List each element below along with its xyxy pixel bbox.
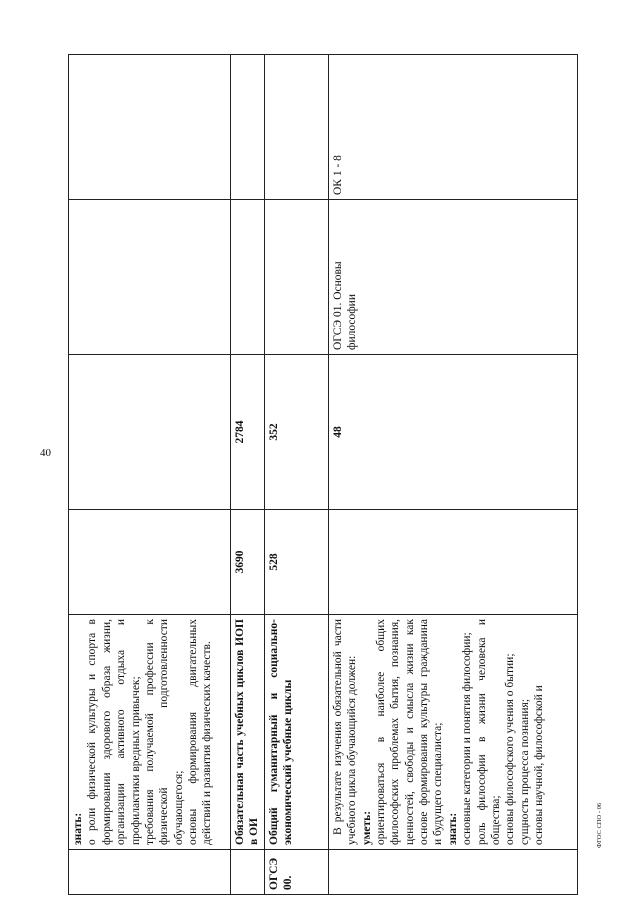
table-row xyxy=(264,55,328,895)
table-row xyxy=(328,55,577,895)
total-hours: 528 xyxy=(264,510,328,615)
code-cell xyxy=(231,850,265,895)
mandatory-hours: 352 xyxy=(264,355,328,510)
mandatory-cell xyxy=(69,355,231,510)
code-cell xyxy=(328,850,577,895)
content-line: ориентироваться в наиболее общих философских проблемах бытия, познания, ценностей, свободы и смысла жизни как основе формирования культуры гражданина и будущего специалиста; xyxy=(374,619,445,845)
content-line: роль философии в жизни человека и общества; xyxy=(475,619,502,845)
competency-cell xyxy=(69,55,231,200)
content-line: о роли физической культуры и спорта в формировании здорового образа жизни, организации активного отдыха и профилактики вредных привычек; xyxy=(86,619,142,845)
znat-heading: знать: xyxy=(72,812,84,845)
rotated-table-container xyxy=(68,55,578,895)
umet-heading: уметь: xyxy=(360,810,373,845)
mandatory-hours: 48 xyxy=(328,355,577,510)
section-title: Общий гуманитарный и социально-экономический учебные циклы xyxy=(264,615,328,850)
competency-codes: ОК 1 - 8 xyxy=(328,55,577,200)
total-cell xyxy=(328,510,577,615)
content-line: требования получаемой профессии к физической подготовленности обучающегося; xyxy=(143,619,185,845)
total-cell xyxy=(69,510,231,615)
competency-cell xyxy=(264,55,328,200)
discipline-cell xyxy=(264,200,328,355)
total-hours: 3690 xyxy=(231,510,265,615)
cycle-code: ОГСЭ 00. xyxy=(264,850,328,895)
content-line: основы философского учения о бытии; xyxy=(504,653,517,845)
footer-label: ФГОС СПО - 06 xyxy=(596,802,603,848)
content-line: основы научной, философской и xyxy=(533,685,545,845)
page-number: 40 xyxy=(40,447,51,459)
discipline-cell xyxy=(69,200,231,355)
competency-cell xyxy=(231,55,265,200)
content-cell xyxy=(328,615,577,850)
discipline-cell xyxy=(231,200,265,355)
section-title: Обязательная часть учебных циклов ИОП в ОИ xyxy=(231,615,265,850)
content-line: сущность процесса познания; xyxy=(518,698,531,845)
content-cell xyxy=(69,615,231,850)
discipline-name: ОГСЭ 01. Основы философии xyxy=(328,200,577,355)
znat-heading: знать: xyxy=(446,812,459,845)
intro-text: В результате изучения обязательной части учебного цикла обучающийся должен: xyxy=(331,619,359,845)
content-line: основные категории и понятия философии; xyxy=(461,632,474,845)
mandatory-hours: 2784 xyxy=(231,355,265,510)
table-row xyxy=(231,55,265,895)
curriculum-table xyxy=(68,54,578,895)
content-line: основы формирования двигательных действий и развития физических качеств. xyxy=(187,619,214,845)
code-cell xyxy=(69,850,231,895)
table-row xyxy=(69,55,231,895)
